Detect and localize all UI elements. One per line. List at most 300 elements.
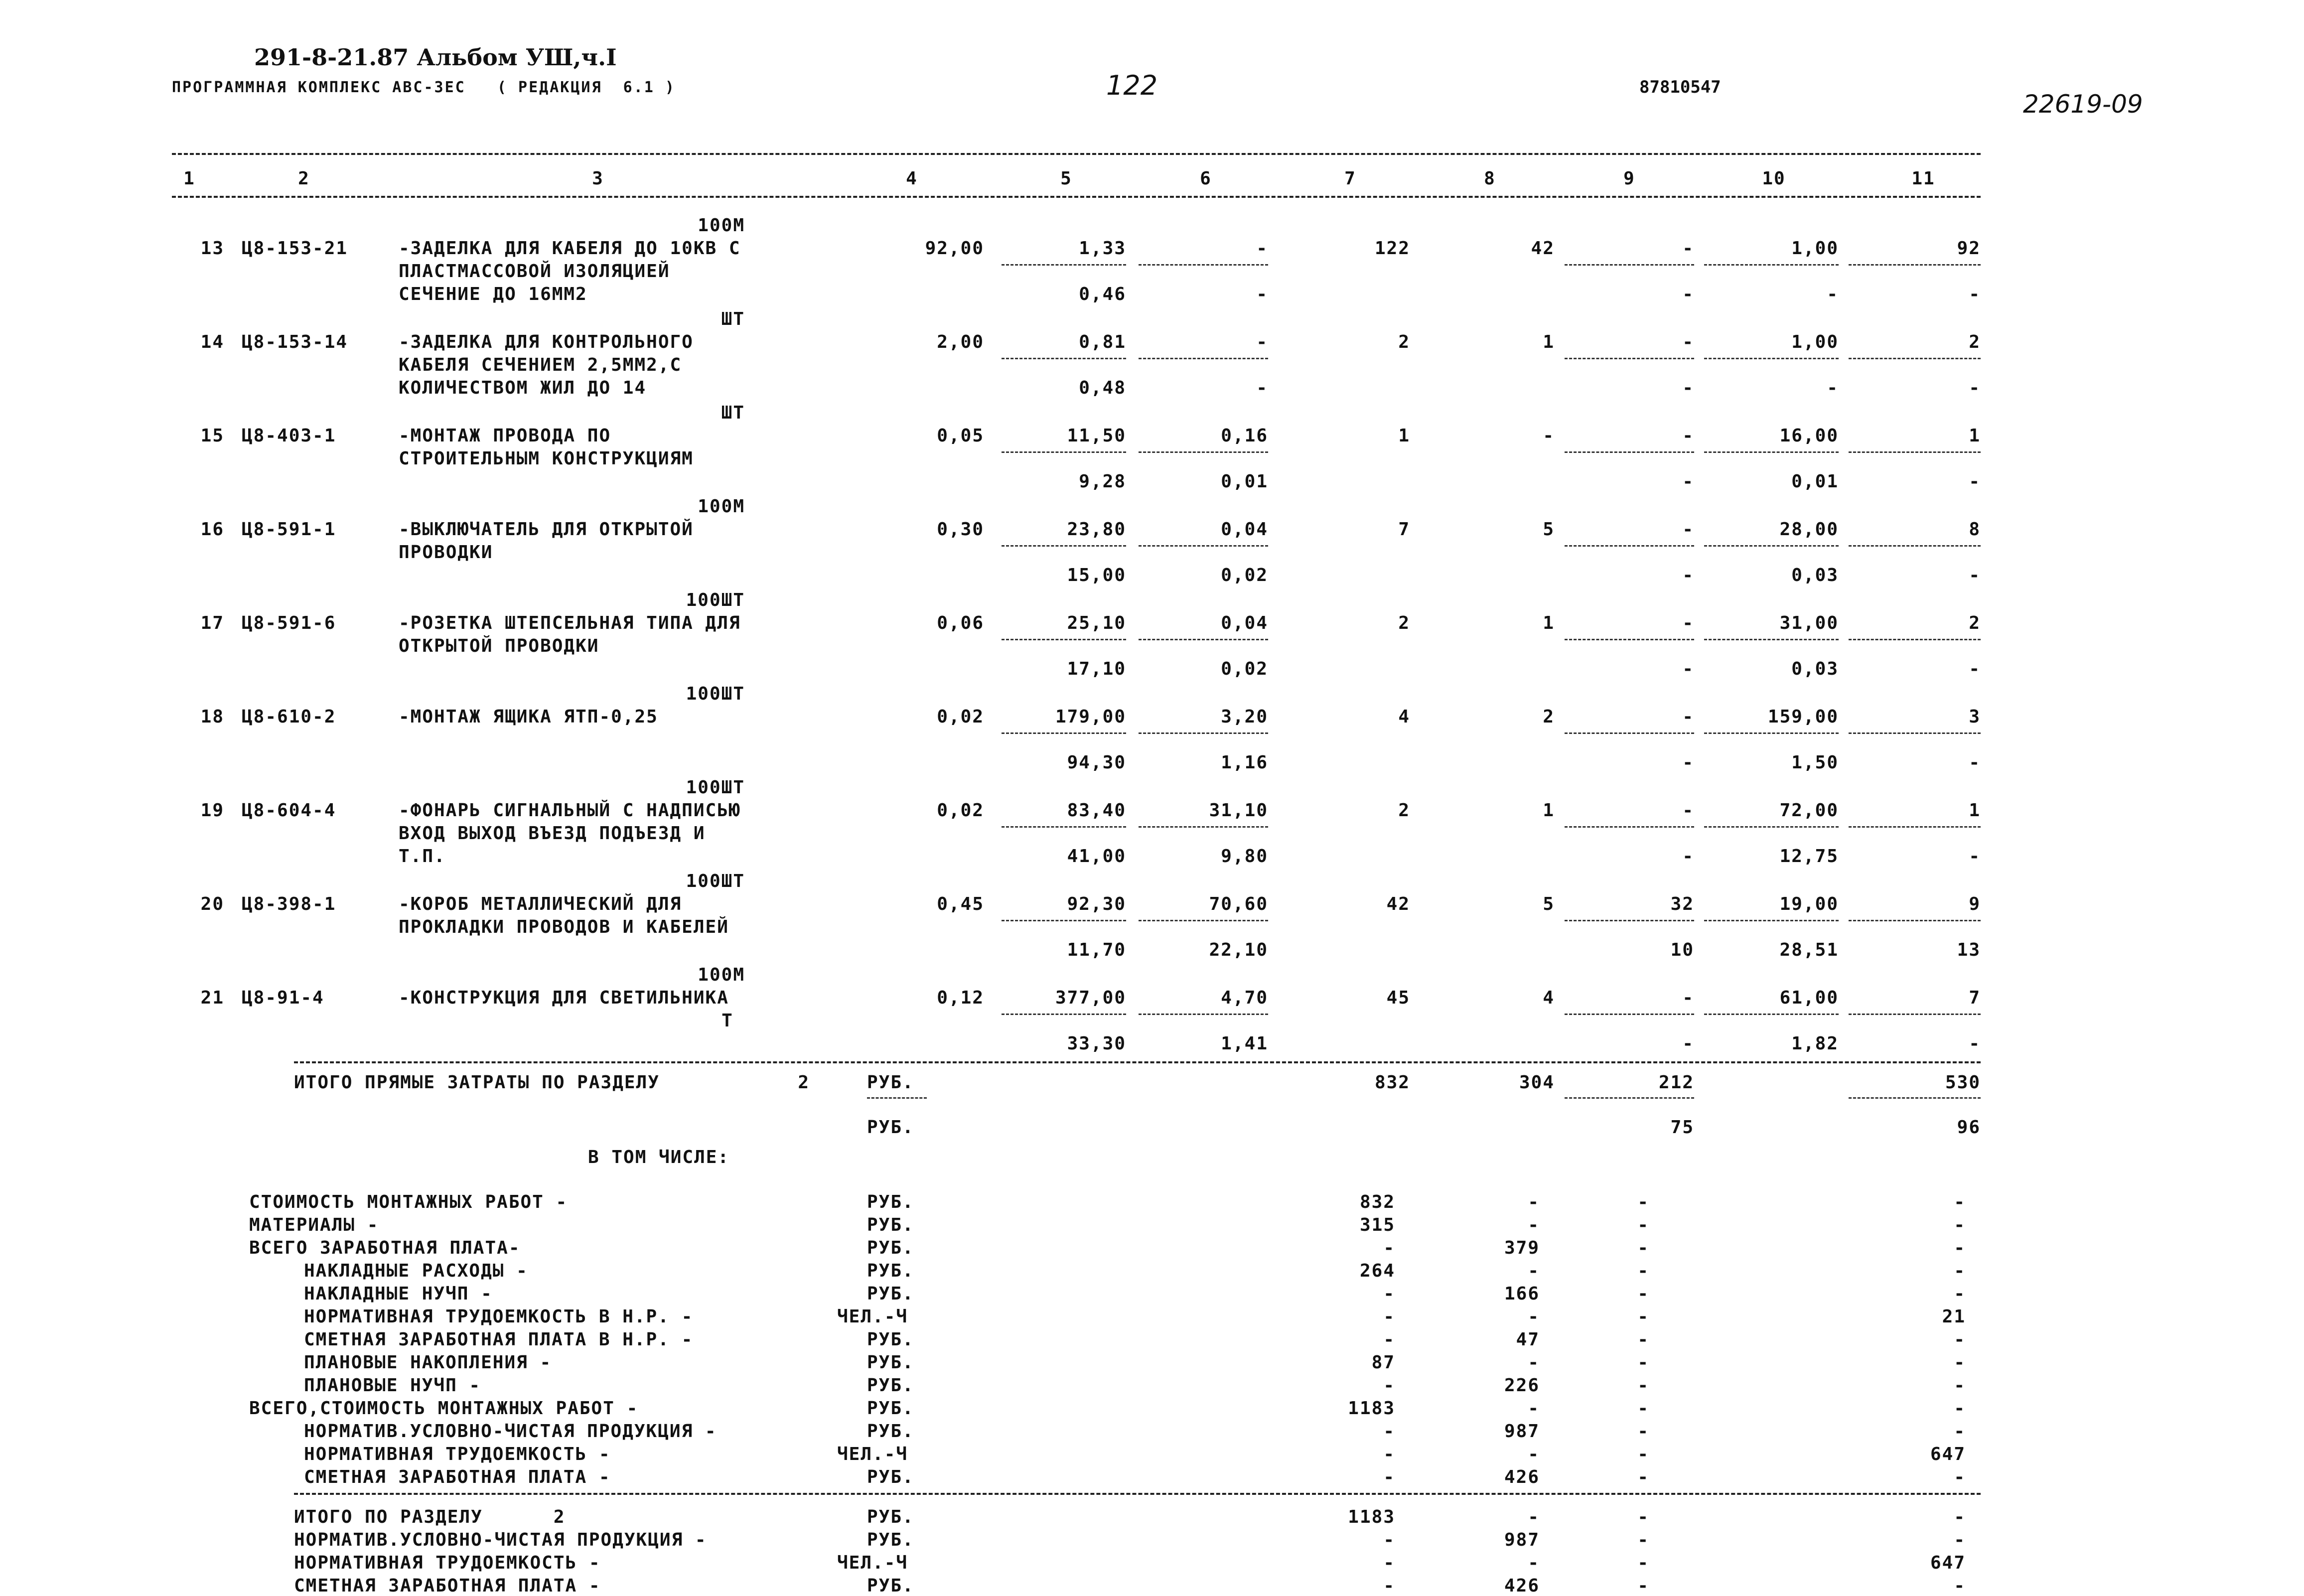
breakdown-label: ПЛАНОВЫЕ НАКОПЛЕНИЯ -	[304, 1352, 552, 1373]
row-machine-cost: 0,04	[1221, 613, 1268, 633]
column-header-1: 1	[183, 168, 195, 189]
breakdown-label: СМЕТНАЯ ЗАРАБОТНАЯ ПЛАТА -	[304, 1467, 611, 1487]
breakdown-unit: РУБ.	[867, 1215, 914, 1235]
row-description: ПЛАСТМАССОВОЙ ИЗОЛЯЦИЕЙ	[399, 261, 670, 282]
row-total-cost: 2	[1398, 613, 1410, 633]
row-code: Ц8-91-4	[242, 988, 324, 1008]
sub-divider	[1565, 264, 1694, 266]
column-header-9: 9	[1623, 168, 1635, 189]
column-header-7: 7	[1344, 168, 1356, 189]
sub-divider	[1565, 732, 1694, 734]
row-description: ПРОВОДКИ	[399, 542, 493, 563]
row-col11: 2	[1969, 613, 1981, 633]
sub-divider	[1002, 358, 1126, 359]
breakdown-col8: 166	[1504, 1284, 1540, 1304]
row-col10-sub: 0,03	[1791, 565, 1839, 585]
row-unit-wage: 41,00	[1067, 846, 1126, 867]
row-unit-cost: 0,81	[1079, 332, 1126, 352]
row-description: -КОРОБ МЕТАЛЛИЧЕСКИЙ ДЛЯ	[399, 894, 682, 914]
breakdown-label: ВСЕГО,СТОИМОСТЬ МОНТАЖНЫХ РАБОТ -	[249, 1398, 639, 1419]
row-machine-wage: 1,41	[1221, 1033, 1268, 1054]
sub-divider	[1704, 732, 1839, 734]
row-col9: -	[1682, 426, 1694, 446]
sub-divider	[1704, 358, 1839, 359]
row-wages: 1	[1543, 800, 1555, 821]
breakdown-col11: -	[1954, 1352, 1966, 1373]
row-number: 20	[200, 894, 224, 914]
unit-rub: РУБ.	[867, 1117, 914, 1138]
final-col7: -	[1383, 1553, 1395, 1573]
sub-divider	[1849, 451, 1981, 453]
final-col11: -	[1954, 1507, 1966, 1527]
breakdown-col8: 47	[1516, 1329, 1540, 1350]
row-total-cost: 7	[1398, 519, 1410, 540]
breakdown-col7: 832	[1359, 1192, 1395, 1212]
breakdown-col11: 21	[1942, 1306, 1966, 1327]
row-machine-wage: 9,80	[1221, 846, 1268, 867]
breakdown-col7: -	[1383, 1467, 1395, 1487]
sub-divider	[867, 1097, 927, 1099]
row-col11: 92	[1957, 238, 1981, 259]
sub-divider	[1704, 1014, 1839, 1015]
final-label: СМЕТНАЯ ЗАРАБОТНАЯ ПЛАТА -	[294, 1576, 601, 1596]
column-header-4: 4	[906, 168, 918, 189]
row-unit-wage: 33,30	[1067, 1033, 1126, 1054]
row-col11-sub: -	[1969, 565, 1981, 585]
header-top-rule	[172, 153, 1981, 155]
breakdown-col8: -	[1528, 1192, 1540, 1212]
breakdown-col9: -	[1637, 1215, 1649, 1235]
row-col11: 9	[1969, 894, 1981, 914]
final-col9: -	[1637, 1553, 1649, 1573]
breakdown-label: НОРМАТИВНАЯ ТРУДОЕМКОСТЬ В Н.Р. -	[304, 1306, 694, 1327]
including-label: В ТОМ ЧИСЛЕ:	[588, 1147, 730, 1167]
breakdown-col7: -	[1383, 1421, 1395, 1442]
sub-divider	[1002, 264, 1126, 266]
row-quantity: 0,05	[937, 426, 984, 446]
program-line: ПРОГРАММНАЯ КОМПЛЕКС АВС-3ЕС ( РЕДАКЦИЯ 6.1 )	[172, 79, 676, 96]
row-machine-cost: 3,20	[1221, 707, 1268, 727]
column-header-3: 3	[592, 168, 604, 189]
sub-divider	[1139, 358, 1268, 359]
breakdown-col8: -	[1528, 1261, 1540, 1281]
breakdown-col11: -	[1954, 1238, 1966, 1258]
breakdown-col11: 647	[1930, 1444, 1966, 1464]
row-col9-sub: 10	[1670, 940, 1694, 960]
final-unit: РУБ.	[867, 1576, 914, 1596]
sub-divider	[1565, 545, 1694, 547]
row-description: СЕЧЕНИЕ ДО 16ММ2	[399, 284, 587, 304]
row-col11-sub: -	[1969, 659, 1981, 679]
row-col9: -	[1682, 613, 1694, 633]
row-col10: 1,00	[1791, 238, 1839, 259]
row-quantity: 0,12	[937, 988, 984, 1008]
sub-divider	[1139, 264, 1268, 266]
sub-divider	[1565, 639, 1694, 640]
final-col7: -	[1383, 1530, 1395, 1550]
breakdown-col11: -	[1954, 1398, 1966, 1419]
breakdown-label: СМЕТНАЯ ЗАРАБОТНАЯ ПЛАТА В Н.Р. -	[304, 1329, 694, 1350]
sub-divider	[1002, 732, 1126, 734]
breakdown-col9: -	[1637, 1238, 1649, 1258]
unit-label: 100ШТ	[686, 590, 745, 610]
breakdown-label: НАКЛАДНЫЕ РАСХОДЫ -	[304, 1261, 528, 1281]
row-col11-sub: -	[1969, 1033, 1981, 1054]
sub-divider	[1849, 639, 1981, 640]
sub-divider	[1849, 1014, 1981, 1015]
breakdown-col11: -	[1954, 1375, 1966, 1396]
row-col9: 32	[1670, 894, 1694, 914]
row-description: ВХОД ВЫХОД ВЪЕЗД ПОДЪЕЗД И	[399, 823, 706, 844]
breakdown-col9: -	[1637, 1375, 1649, 1396]
unit-label: ШТ	[721, 309, 745, 329]
sub-divider	[1002, 451, 1126, 453]
breakdown-col11: -	[1954, 1261, 1966, 1281]
total-col11: 530	[1945, 1072, 1981, 1093]
breakdown-col7: -	[1383, 1238, 1395, 1258]
row-quantity: 0,06	[937, 613, 984, 633]
breakdown-unit: РУБ.	[867, 1375, 914, 1396]
row-number: 19	[200, 800, 224, 821]
unit-label: 100ШТ	[686, 777, 745, 798]
row-machine-cost: -	[1256, 332, 1268, 352]
unit-label: 100М	[698, 215, 745, 236]
row-description: КАБЕЛЯ СЕЧЕНИЕМ 2,5ММ2,С	[399, 355, 682, 375]
row-unit-cost: 1,33	[1079, 238, 1126, 259]
breakdown-col11: -	[1954, 1284, 1966, 1304]
row-unit-cost: 179,00	[1055, 707, 1126, 727]
breakdown-unit: РУБ.	[867, 1261, 914, 1281]
row-col11-sub: -	[1969, 471, 1981, 492]
row-quantity: 0,02	[937, 707, 984, 727]
sub-divider	[1849, 358, 1981, 359]
row-wages: 1	[1543, 613, 1555, 633]
column-header-10: 10	[1762, 168, 1786, 189]
row-description: -МОНТАЖ ПРОВОДА ПО	[399, 426, 611, 446]
unit-label: 100ШТ	[686, 684, 745, 704]
sub-divider	[1565, 1014, 1694, 1015]
breakdown-unit: РУБ.	[867, 1329, 914, 1350]
row-wages: 4	[1543, 988, 1555, 1008]
row-total-cost: 1	[1398, 426, 1410, 446]
row-code: Ц8-398-1	[242, 894, 336, 914]
row-col11-sub: -	[1969, 752, 1981, 773]
sub-divider	[1002, 826, 1126, 828]
breakdown-label: НОРМАТИВ.УСЛОВНО-ЧИСТАЯ ПРОДУКЦИЯ -	[304, 1421, 717, 1442]
breakdown-col7: -	[1383, 1306, 1395, 1327]
breakdown-col9: -	[1637, 1421, 1649, 1442]
final-col9: -	[1637, 1576, 1649, 1596]
unit-label: 100ШТ	[686, 871, 745, 891]
row-description: СТРОИТЕЛЬНЫМ КОНСТРУКЦИЯМ	[399, 448, 694, 469]
row-description: -РОЗЕТКА ШТЕПСЕЛЬНАЯ ТИПА ДЛЯ	[399, 613, 741, 633]
breakdown-unit: ЧЕЛ.-Ч	[837, 1306, 908, 1327]
row-quantity: 0,30	[937, 519, 984, 540]
row-col9: -	[1682, 988, 1694, 1008]
sub-divider	[1139, 451, 1268, 453]
final-label: НОРМАТИВ.УСЛОВНО-ЧИСТАЯ ПРОДУКЦИЯ -	[294, 1530, 707, 1550]
row-col10-sub: 0,03	[1791, 659, 1839, 679]
doc-code: 87810547	[1639, 77, 1721, 97]
row-col9-sub: -	[1682, 284, 1694, 304]
row-code: Ц8-604-4	[242, 800, 336, 821]
breakdown-col9: -	[1637, 1467, 1649, 1487]
row-description: Т.П.	[399, 846, 446, 867]
breakdown-col9: -	[1637, 1352, 1649, 1373]
row-code: Ц8-591-6	[242, 613, 336, 633]
breakdown-col11: -	[1954, 1329, 1966, 1350]
row-unit-wage: 15,00	[1067, 565, 1126, 585]
row-machine-wage: -	[1256, 284, 1268, 304]
row-description: ОТКРЫТОЙ ПРОВОДКИ	[399, 636, 599, 656]
row-unit-wage: 17,10	[1067, 659, 1126, 679]
breakdown-col8: 426	[1504, 1467, 1540, 1487]
breakdown-col11: -	[1954, 1215, 1966, 1235]
row-col10-sub: -	[1827, 284, 1839, 304]
breakdown-col11: -	[1954, 1421, 1966, 1442]
row-col11-sub: 13	[1957, 940, 1981, 960]
row-number: 15	[200, 426, 224, 446]
row-description: -ЗАДЕЛКА ДЛЯ КАБЕЛЯ ДО 10КВ С	[399, 238, 741, 259]
row-unit-cost: 25,10	[1067, 613, 1126, 633]
sub-divider	[1565, 826, 1694, 828]
column-header-2: 2	[298, 168, 310, 189]
row-col11-sub: -	[1969, 284, 1981, 304]
final-col11: 647	[1930, 1553, 1966, 1573]
row-description: -МОНТАЖ ЯЩИКА ЯТП-0,25	[399, 707, 658, 727]
final-label: ИТОГО ПО РАЗДЕЛУ 2	[294, 1507, 566, 1527]
row-machine-cost: -	[1256, 238, 1268, 259]
sub-divider	[1704, 639, 1839, 640]
row-col9-sub: -	[1682, 378, 1694, 398]
sub-divider	[1849, 1097, 1981, 1099]
sub-divider	[1002, 639, 1126, 640]
breakdown-unit: РУБ.	[867, 1284, 914, 1304]
row-quantity: 2,00	[937, 332, 984, 352]
breakdown-col7: -	[1383, 1444, 1395, 1464]
breakdown-col9: -	[1637, 1329, 1649, 1350]
breakdown-col7: -	[1383, 1284, 1395, 1304]
unit-label: 100М	[698, 965, 745, 985]
row-total-cost: 4	[1398, 707, 1410, 727]
sub-divider	[1139, 826, 1268, 828]
row-col10: 19,00	[1779, 894, 1839, 914]
column-header-6: 6	[1200, 168, 1212, 189]
row-col10-sub: 1,82	[1791, 1033, 1839, 1054]
sub-divider	[1704, 451, 1839, 453]
breakdown-col7: 1183	[1348, 1398, 1395, 1419]
row-col10-sub: 1,50	[1791, 752, 1839, 773]
row-col9-sub: -	[1682, 1033, 1694, 1054]
row-unit-cost: 11,50	[1067, 426, 1126, 446]
row-number: 13	[200, 238, 224, 259]
sub-divider	[1849, 545, 1981, 547]
section-number: 2	[798, 1072, 810, 1093]
breakdown-col11: -	[1954, 1467, 1966, 1487]
column-header-11: 11	[1911, 168, 1935, 189]
sub-divider	[1849, 732, 1981, 734]
breakdown-col8: -	[1528, 1215, 1540, 1235]
final-col7: 1183	[1348, 1507, 1395, 1527]
sub-divider	[1002, 545, 1126, 547]
final-col8: -	[1528, 1507, 1540, 1527]
unit-label: 100М	[698, 496, 745, 517]
row-unit-wage: 0,48	[1079, 378, 1126, 398]
row-col10: 1,00	[1791, 332, 1839, 352]
sub-divider	[1704, 545, 1839, 547]
row-wages: 42	[1531, 238, 1555, 259]
sub-divider	[1565, 451, 1694, 453]
row-number: 16	[200, 519, 224, 540]
row-machine-wage: 22,10	[1209, 940, 1268, 960]
breakdown-label: СТОИМОСТЬ МОНТАЖНЫХ РАБОТ -	[249, 1192, 568, 1212]
breakdown-label: НАКЛАДНЫЕ НУЧП -	[304, 1284, 493, 1304]
row-description: ПРОКЛАДКИ ПРОВОДОВ И КАБЕЛЕЙ	[399, 917, 729, 937]
column-header-5: 5	[1060, 168, 1072, 189]
row-machine-wage: -	[1256, 378, 1268, 398]
row-col11: 2	[1969, 332, 1981, 352]
total-col9: 212	[1658, 1072, 1694, 1093]
sub-divider	[1139, 920, 1268, 921]
row-total-cost: 122	[1374, 238, 1410, 259]
row-machine-wage: 0,02	[1221, 659, 1268, 679]
row-machine-wage: 0,01	[1221, 471, 1268, 492]
breakdown-unit: РУБ.	[867, 1467, 914, 1487]
sub-divider	[1002, 1014, 1126, 1015]
row-code: Ц8-153-21	[242, 238, 348, 259]
row-total-cost: 2	[1398, 800, 1410, 821]
final-col8: 987	[1504, 1530, 1540, 1550]
final-unit: ЧЕЛ.-Ч	[837, 1553, 908, 1573]
row-col10: 72,00	[1779, 800, 1839, 821]
total-col11-sub: 96	[1957, 1117, 1981, 1138]
row-col9: -	[1682, 238, 1694, 259]
row-col9-sub: -	[1682, 846, 1694, 867]
sub-divider	[1139, 545, 1268, 547]
row-machine-cost: 0,04	[1221, 519, 1268, 540]
total-col9-sub: 75	[1670, 1117, 1694, 1138]
row-wages: 5	[1543, 894, 1555, 914]
row-code: Ц8-403-1	[242, 426, 336, 446]
final-col11: -	[1954, 1576, 1966, 1596]
row-description: -ЗАДЕЛКА ДЛЯ КОНТРОЛЬНОГО	[399, 332, 694, 352]
final-col7: -	[1383, 1576, 1395, 1596]
final-col9: -	[1637, 1530, 1649, 1550]
row-col9: -	[1682, 519, 1694, 540]
row-machine-wage: 1,16	[1221, 752, 1268, 773]
final-col8: 426	[1504, 1576, 1540, 1596]
breakdown-col9: -	[1637, 1192, 1649, 1212]
row-unit-wage: 94,30	[1067, 752, 1126, 773]
sub-divider	[1849, 826, 1981, 828]
final-col11: -	[1954, 1530, 1966, 1550]
row-number: 14	[200, 332, 224, 352]
section-total-label: ИТОГО ПРЯМЫЕ ЗАТРАТЫ ПО РАЗДЕЛУ	[294, 1072, 660, 1093]
row-machine-cost: 0,16	[1221, 426, 1268, 446]
row-total-cost: 45	[1386, 988, 1410, 1008]
final-unit: РУБ.	[867, 1507, 914, 1527]
row-description: -ВЫКЛЮЧАТЕЛЬ ДЛЯ ОТКРЫТОЙ	[399, 519, 694, 540]
row-col11-sub: -	[1969, 846, 1981, 867]
row-unit-wage: 0,46	[1079, 284, 1126, 304]
breakdown-col8: -	[1528, 1306, 1540, 1327]
row-col10-sub: 0,01	[1791, 471, 1839, 492]
sub-divider	[1565, 920, 1694, 921]
breakdown-label: ПЛАНОВЫЕ НУЧП -	[304, 1375, 481, 1396]
final-col9: -	[1637, 1507, 1649, 1527]
sub-divider	[1139, 639, 1268, 640]
final-label: НОРМАТИВНАЯ ТРУДОЕМКОСТЬ -	[294, 1553, 601, 1573]
breakdown-col9: -	[1637, 1306, 1649, 1327]
row-total-cost: 2	[1398, 332, 1410, 352]
row-unit-cost: 92,30	[1067, 894, 1126, 914]
breakdown-col9: -	[1637, 1261, 1649, 1281]
row-col9-sub: -	[1682, 752, 1694, 773]
breakdown-label: НОРМАТИВНАЯ ТРУДОЕМКОСТЬ -	[304, 1444, 611, 1464]
row-wages: -	[1543, 426, 1555, 446]
breakdown-unit: РУБ.	[867, 1238, 914, 1258]
breakdown-unit: РУБ.	[867, 1398, 914, 1419]
row-code: Ц8-153-14	[242, 332, 348, 352]
unit-label: Т	[721, 1011, 733, 1031]
row-machine-cost: 70,60	[1209, 894, 1268, 914]
row-description: КОЛИЧЕСТВОМ ЖИЛ ДО 14	[399, 378, 647, 398]
unit-label: ШТ	[721, 403, 745, 423]
row-col11: 1	[1969, 800, 1981, 821]
breakdown-label: МАТЕРИАЛЫ -	[249, 1215, 379, 1235]
row-col10-sub: 28,51	[1779, 940, 1839, 960]
row-col11: 1	[1969, 426, 1981, 446]
row-wages: 1	[1543, 332, 1555, 352]
row-col10-sub: -	[1827, 378, 1839, 398]
row-unit-cost: 23,80	[1067, 519, 1126, 540]
breakdown-unit: ЧЕЛ.-Ч	[837, 1444, 908, 1464]
final-unit: РУБ.	[867, 1530, 914, 1550]
row-col11: 8	[1969, 519, 1981, 540]
sub-divider	[1849, 264, 1981, 266]
sub-divider	[1565, 1097, 1694, 1099]
row-number: 21	[200, 988, 224, 1008]
row-col9-sub: -	[1682, 659, 1694, 679]
breakdown-col8: -	[1528, 1398, 1540, 1419]
row-col11: 3	[1969, 707, 1981, 727]
breakdown-col7: 87	[1371, 1352, 1395, 1373]
totals-rule	[294, 1061, 1981, 1063]
row-number: 17	[200, 613, 224, 633]
breakdown-unit: РУБ.	[867, 1421, 914, 1442]
row-number: 18	[200, 707, 224, 727]
breakdown-col8: 226	[1504, 1375, 1540, 1396]
row-col11: 7	[1969, 988, 1981, 1008]
handwritten-number: 22619-09	[2023, 90, 2143, 119]
row-machine-cost: 31,10	[1209, 800, 1268, 821]
breakdown-col7: 315	[1359, 1215, 1395, 1235]
breakdown-col9: -	[1637, 1444, 1649, 1464]
row-description: -КОНСТРУКЦИЯ ДЛЯ СВЕТИЛЬНИКА	[399, 988, 729, 1008]
breakdown-col7: -	[1383, 1329, 1395, 1350]
row-unit-wage: 9,28	[1079, 471, 1126, 492]
breakdown-col7: 264	[1359, 1261, 1395, 1281]
row-total-cost: 42	[1386, 894, 1410, 914]
row-col9-sub: -	[1682, 471, 1694, 492]
total-col7: 832	[1374, 1072, 1410, 1093]
row-code: Ц8-610-2	[242, 707, 336, 727]
row-col11-sub: -	[1969, 378, 1981, 398]
row-col9: -	[1682, 332, 1694, 352]
total-col8: 304	[1519, 1072, 1555, 1093]
row-col9: -	[1682, 707, 1694, 727]
row-col10: 28,00	[1779, 519, 1839, 540]
